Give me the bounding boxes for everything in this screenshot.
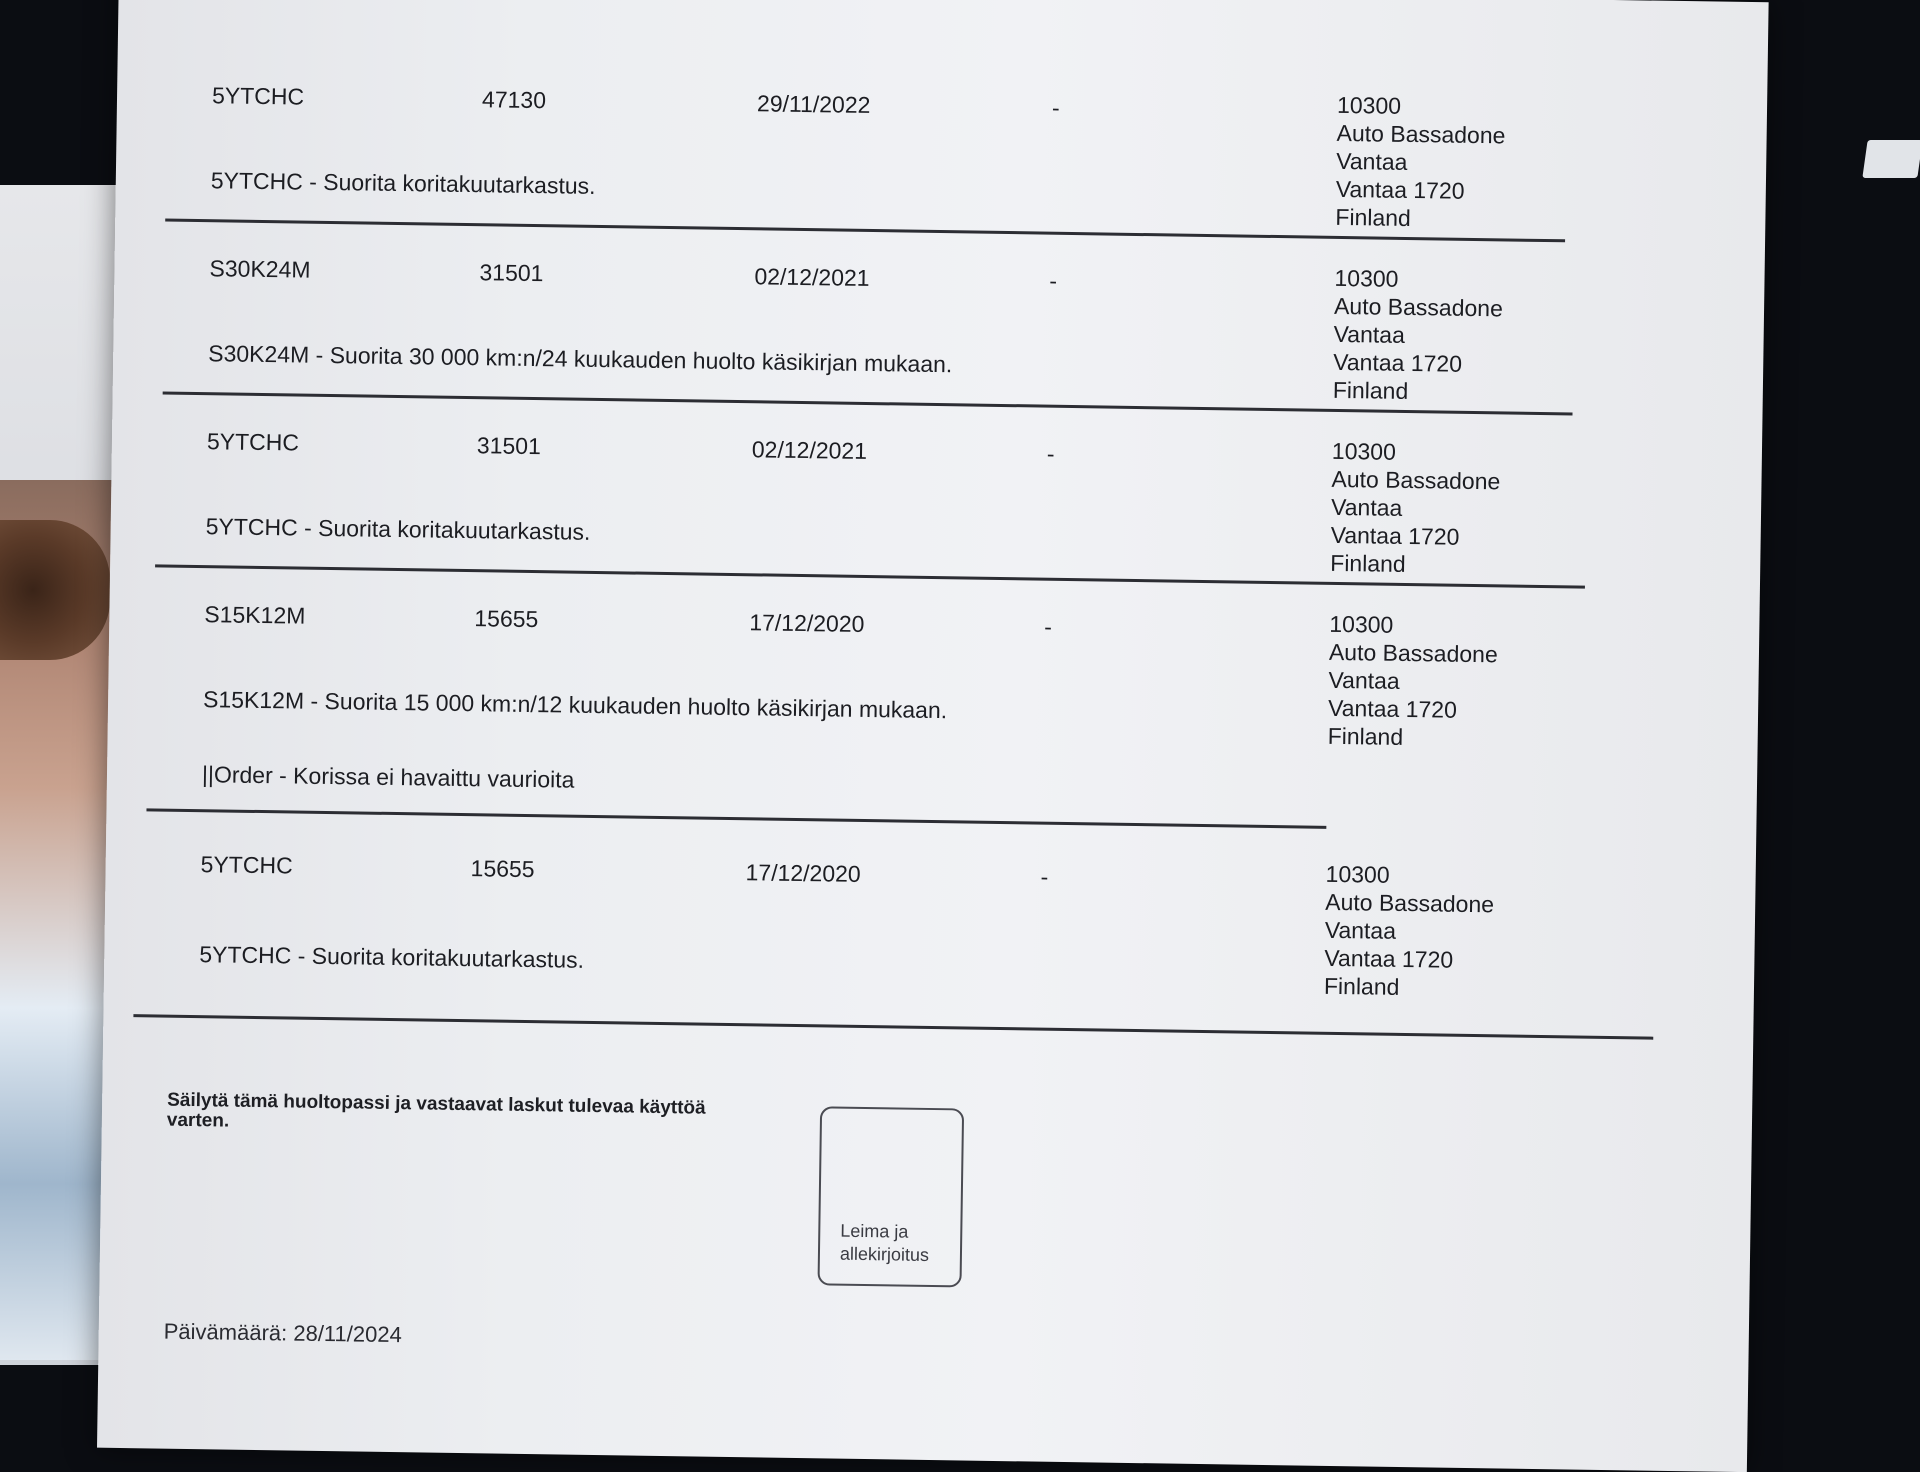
service-description: S15K12M - Suorita 15 000 km:n/12 kuukauden huolto käsikirjan mukaan. bbox=[202, 686, 948, 724]
dealer-country: Finland bbox=[1332, 376, 1409, 404]
dealer-postal: Vantaa 1720 bbox=[1335, 175, 1465, 204]
dealer-name: Auto Bassadone bbox=[1331, 465, 1501, 495]
service-code: 5YTCHC bbox=[211, 82, 305, 110]
dealer-address bbox=[1324, 860, 1495, 1002]
service-description: 5YTCHC - Suorita koritakuutarkastus. bbox=[199, 941, 585, 973]
stamp-signature-box bbox=[817, 1106, 964, 1287]
service-date: 02/12/2021 bbox=[754, 263, 870, 291]
service-code: 5YTCHC bbox=[200, 851, 293, 879]
service-date: 17/12/2020 bbox=[749, 609, 865, 637]
service-description: 5YTCHC - Suorita koritakuutarkastus. bbox=[210, 167, 596, 199]
background-light-reflection bbox=[1862, 140, 1920, 178]
dealer-country: Finland bbox=[1330, 549, 1406, 577]
dealer-postal: Vantaa 1720 bbox=[1333, 348, 1463, 377]
stamp-label-line: allekirjoitus bbox=[839, 1243, 930, 1265]
dealer-number: 10300 bbox=[1336, 91, 1402, 119]
service-entry bbox=[115, 254, 1705, 404]
dealer-country: Finland bbox=[1323, 972, 1400, 1000]
stamp-label bbox=[840, 1220, 930, 1267]
dealer-number: 10300 bbox=[1325, 860, 1390, 888]
empty-value: - bbox=[1044, 613, 1053, 640]
dealer-number: 10300 bbox=[1331, 437, 1397, 465]
service-date: 17/12/2020 bbox=[745, 859, 861, 887]
dealer-number: 10300 bbox=[1329, 610, 1394, 638]
service-description: 5YTCHC - Suorita koritakuutarkastus. bbox=[205, 513, 591, 545]
service-code: 5YTCHC bbox=[206, 428, 300, 456]
print-date: Päivämäärä: 28/11/2024 bbox=[163, 1318, 402, 1348]
service-record-sheet bbox=[97, 0, 1769, 1472]
mileage: 31501 bbox=[479, 259, 544, 287]
background-photo-person bbox=[0, 520, 110, 660]
dealer-city: Vantaa bbox=[1330, 493, 1403, 521]
service-entry bbox=[112, 427, 1702, 577]
dealer-city: Vantaa bbox=[1324, 916, 1397, 944]
stamp-label-line: Leima ja bbox=[840, 1220, 909, 1242]
dealer-city: Vantaa bbox=[1336, 147, 1408, 175]
service-code: S30K24M bbox=[209, 255, 311, 283]
mileage: 47130 bbox=[481, 86, 547, 114]
empty-value: - bbox=[1051, 94, 1060, 121]
dealer-postal: Vantaa 1720 bbox=[1324, 944, 1454, 973]
dealer-name: Auto Bassadone bbox=[1328, 638, 1498, 668]
empty-value: - bbox=[1049, 267, 1058, 294]
dealer-address bbox=[1335, 91, 1506, 233]
mileage: 15655 bbox=[470, 855, 535, 883]
dealer-country: Finland bbox=[1327, 722, 1404, 750]
mileage: 15655 bbox=[474, 605, 539, 633]
dealer-name: Auto Bassadone bbox=[1336, 119, 1506, 149]
service-entry bbox=[106, 850, 1696, 1000]
dealer-address bbox=[1327, 610, 1498, 752]
dealer-city: Vantaa bbox=[1328, 666, 1400, 694]
mileage: 31501 bbox=[476, 432, 542, 460]
service-entry bbox=[110, 600, 1700, 793]
dealer-name: Auto Bassadone bbox=[1325, 888, 1495, 918]
keep-record-note: Säilytä tämä huoltopassi ja vastaavat laskut tulevaa käyttöä varten. bbox=[166, 1089, 706, 1132]
dealer-name: Auto Bassadone bbox=[1333, 292, 1504, 322]
dealer-city: Vantaa bbox=[1333, 320, 1406, 348]
dealer-address bbox=[1333, 264, 1504, 406]
empty-value: - bbox=[1046, 440, 1055, 467]
dealer-country: Finland bbox=[1335, 203, 1412, 232]
dealer-address bbox=[1330, 437, 1501, 579]
entry-divider bbox=[133, 1014, 1653, 1040]
service-date: 29/11/2022 bbox=[756, 90, 871, 118]
dealer-postal: Vantaa 1720 bbox=[1327, 694, 1458, 723]
dealer-postal: Vantaa 1720 bbox=[1330, 521, 1460, 550]
empty-value: - bbox=[1040, 863, 1049, 890]
service-description: S30K24M - Suorita 30 000 km:n/24 kuukauden huolto käsikirjan mukaan. bbox=[208, 340, 953, 378]
entry-divider bbox=[146, 808, 1326, 829]
dealer-number: 10300 bbox=[1334, 264, 1399, 292]
service-entry bbox=[117, 81, 1707, 232]
service-date: 02/12/2021 bbox=[751, 436, 868, 464]
order-note: ||Order - Korissa ei havaittu vaurioita bbox=[201, 761, 575, 793]
service-code: S15K12M bbox=[204, 601, 306, 629]
